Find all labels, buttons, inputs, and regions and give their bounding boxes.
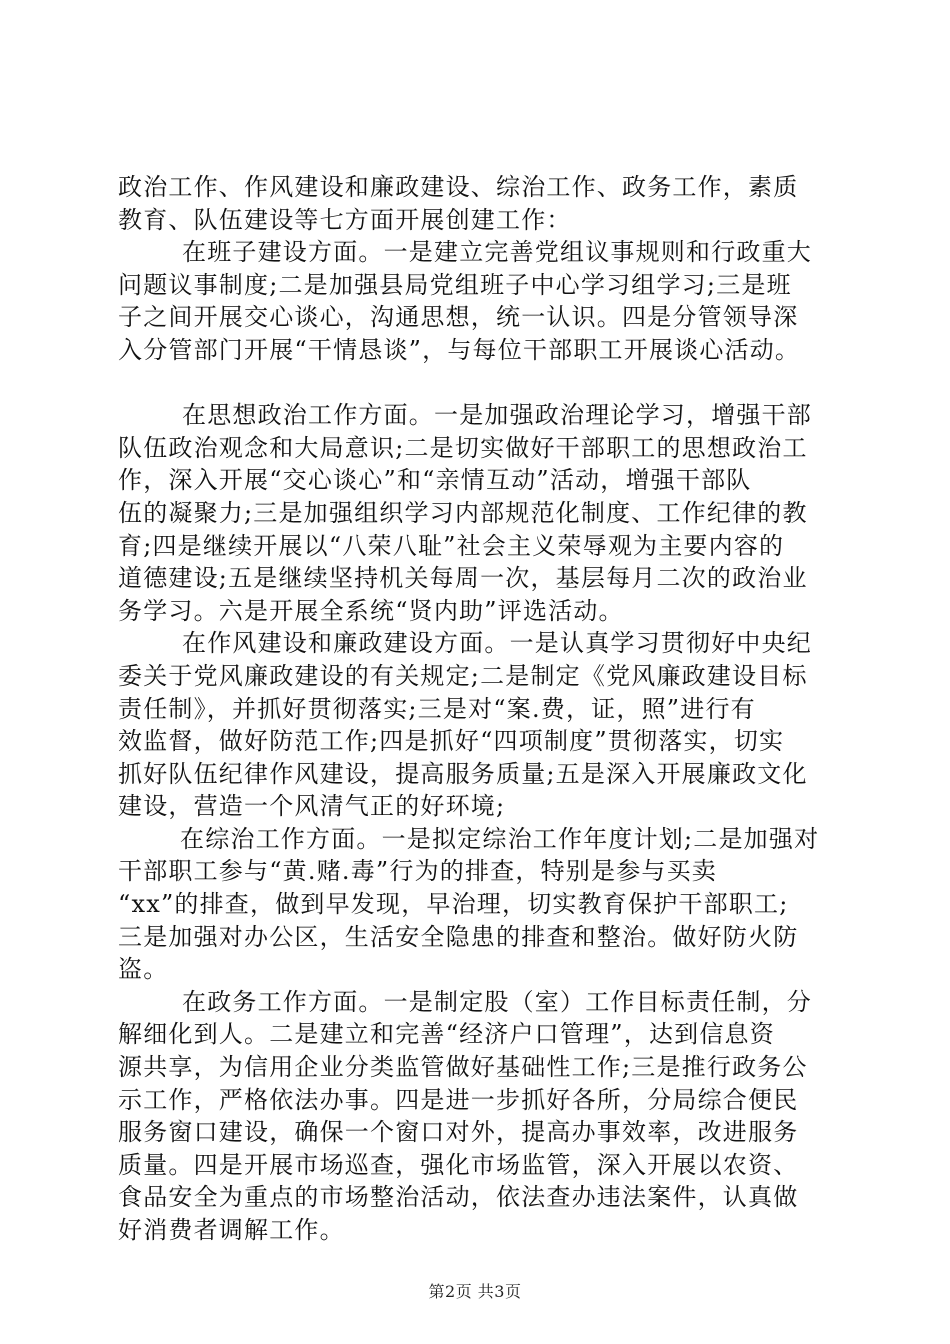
text-line: 问题议事制度;二是加强县局党组班子中心学习组学习;三是班 bbox=[118, 270, 792, 299]
page-number-footer: 第2页 共3页 bbox=[428, 1282, 522, 1301]
text-line: 子之间开展交心谈心，沟通思想，统一认识。四是分管领导深 bbox=[118, 303, 799, 332]
text-line: 服务窗口建设，确保一个窗口对外，提高办事效率，改进服务 bbox=[118, 1118, 799, 1147]
text-line: 示工作，严格依法办事。四是进一步抓好各所，分局综合便民 bbox=[118, 1085, 799, 1114]
document-body bbox=[118, 171, 834, 1247]
text-line: 质量。四是开展市场巡查，强化市场监管，深入开展以农资、 bbox=[118, 1150, 799, 1179]
text-line: 务学习。六是开展全系统“贤内助”评选活动。 bbox=[118, 596, 624, 625]
text-line: 伍的凝聚力;三是加强组织学习内部规范化制度、工作纪律的教 bbox=[118, 498, 808, 527]
text-line: 责任制》，并抓好贯彻落实;三是对“案.费，证，照”进行有 bbox=[118, 694, 756, 723]
text-line: 建设，营造一个风清气正的好环境; bbox=[118, 792, 506, 821]
text-line: 入分管部门开展“干情恳谈”，与每位干部职工开展谈心活动。 bbox=[118, 335, 801, 364]
paragraph-start-line: 在综治工作方面。一是拟定综治工作年度计划;二是加强对 bbox=[180, 824, 820, 853]
paragraph-start-line: 在班子建设方面。一是建立完善党组议事规则和行政重大 bbox=[182, 238, 812, 267]
paragraph-gap bbox=[118, 367, 834, 400]
paragraph-start-line: 在思想政治工作方面。一是加强政治理论学习，增强干部 bbox=[182, 401, 812, 430]
text-line: 解细化到人。二是建立和完善“经济户口管理”，达到信息资 bbox=[118, 1020, 775, 1049]
text-line: 政治工作、作风建设和廉政建设、综治工作、政务工作，素质 bbox=[118, 173, 799, 201]
text-line: 道德建设;五是继续坚持机关每周一次，基层每月二次的政治业 bbox=[118, 564, 808, 593]
text-line: 队伍政治观念和大局意识;二是切实做好干部职工的思想政治工 bbox=[118, 433, 808, 462]
text-line: 盗。 bbox=[118, 955, 169, 984]
paragraph-start-line: 在政务工作方面。一是制定股（室）工作目标责任制，分 bbox=[182, 987, 812, 1016]
text-line: 委关于党风廉政建设的有关规定;二是制定《党风廉政建设目标 bbox=[118, 661, 808, 690]
text-line: 源共享，为信用企业分类监管做好基础性工作;三是推行政务公 bbox=[118, 1053, 808, 1082]
text-line: 效监督，做好防范工作;四是抓好“四项制度”贯彻落实，切实 bbox=[118, 727, 785, 756]
text-line: 好消费者调解工作。 bbox=[118, 1216, 345, 1244]
paragraph-start-line: 在作风建设和廉政建设方面。一是认真学习贯彻好中央纪 bbox=[182, 629, 812, 658]
text-line: 作，深入开展“交心谈心”和“亲情互动”活动，增强干部队 bbox=[118, 466, 752, 495]
text-line: 抓好队伍纪律作风建设，提高服务质量;五是深入开展廉政文化 bbox=[118, 759, 808, 788]
text-line: 干部职工参与“黄.赌.毒”行为的排查，特别是参与买卖 bbox=[118, 857, 717, 886]
text-line: “xx”的排查，做到早发现，早治理，切实教育保护干部职工; bbox=[118, 890, 789, 919]
text-line: 育;四是继续开展以“八荣八耻”社会主义荣辱观为主要内容的 bbox=[118, 531, 785, 560]
text-line: 三是加强对办公区，生活安全隐患的排查和整治。做好防火防 bbox=[118, 922, 799, 951]
text-line: 食品安全为重点的市场整治活动，依法查办违法案件，认真做 bbox=[118, 1183, 799, 1212]
text-line: 教育、队伍建设等七方面开展创建工作： bbox=[118, 205, 572, 234]
